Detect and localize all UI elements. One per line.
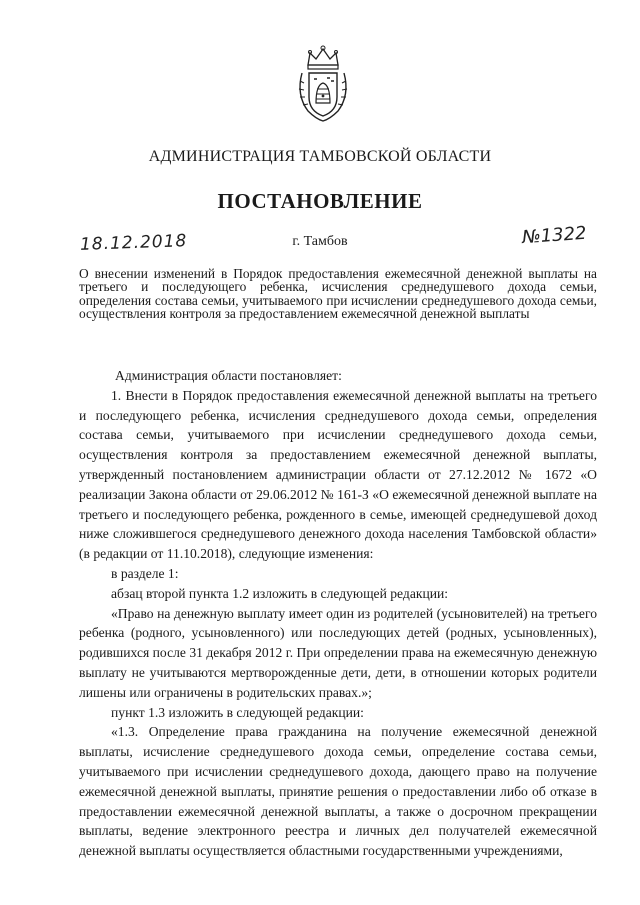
body-paragraph: абзац второй пункта 1.2 изложить в следующей редакции: <box>111 585 449 601</box>
body-paragraph: «Право на денежную выплату имеет один из родителей (усыновителей) на третьего ребенка (родного, усыновленного) или последующих детей (родных, усыновленных), родившихся после 31 декабря 2012 г. При определении права на ежемесячную денежную выплату не учитываются мертворожденные дети, дети, в отношении которых родители лишены или ограничены в родительских правах.»; <box>79 605 597 700</box>
organization-name: АДМИНИСТРАЦИЯ ТАМБОВСКОЙ ОБЛАСТИ <box>148 148 492 165</box>
document-type: ПОСТАНОВЛЕНИЕ <box>217 189 423 213</box>
tambov-coat-of-arms-icon <box>294 43 352 123</box>
body-paragraph: в разделе 1: <box>111 565 179 581</box>
document-subject: О внесении изменений в Порядок предоставления ежемесячной денежной выплаты на третьего и последующего ребенка, исчисления среднедушевого дохода семьи, определения состава семьи, учитываемого при исчислении среднедушевого дохода семьи, осуществления контроля за предоставлением ежемесячной денежной выплаты <box>79 266 597 322</box>
city: г. Тамбов <box>292 234 348 249</box>
body-paragraph: пункт 1.3 изложить в следующей редакции: <box>111 704 364 720</box>
handwritten-number: №1322 <box>521 222 588 249</box>
body-paragraph: Администрация области постановляет: <box>115 368 342 383</box>
handwritten-date: 18.12.2018 <box>79 231 188 255</box>
document-body <box>79 366 597 861</box>
body-paragraph: «1.3. Определение права гражданина на получение ежемесячной денежной выплаты, исчисление среднедушевого дохода семьи, определение состава семьи, учитываемого при исчислении среднедушевого дохода, дающего право на получение ежемесячной денежной выплаты, принятие решения о предоставлении либо об отказе в предоставлении ежемесячной денежной выплаты, а также о досрочном прекращении выплаты, ведение электронного реестра и личных дел получателей ежемесячной денежной выплаты осуществляется областными государственными учреждениями, <box>79 724 597 859</box>
body-paragraph: 1. Внести в Порядок предоставления ежемесячной денежной выплаты на третьего и последующего ребенка, исчисления среднедушевого дохода семьи, определения состава семьи, учитываемого при исчислении среднедушевого дохода семьи, осуществления контроля за предоставлением ежемесячной денежной выплаты, утвержденный постановлением администрации области от 27.12.2012 № 1672 «О реализации Закона области от 29.06.2012 № 161-З «О ежемесячной денежной выплате на третьего и последующего ребенка, рожденного в семье, имеющей среднедушевой доход ниже сложившегося среднедушевого денежного дохода населения Тамбовской области» (в редакции от 11.10.2018), следующие изменения: <box>79 387 597 562</box>
